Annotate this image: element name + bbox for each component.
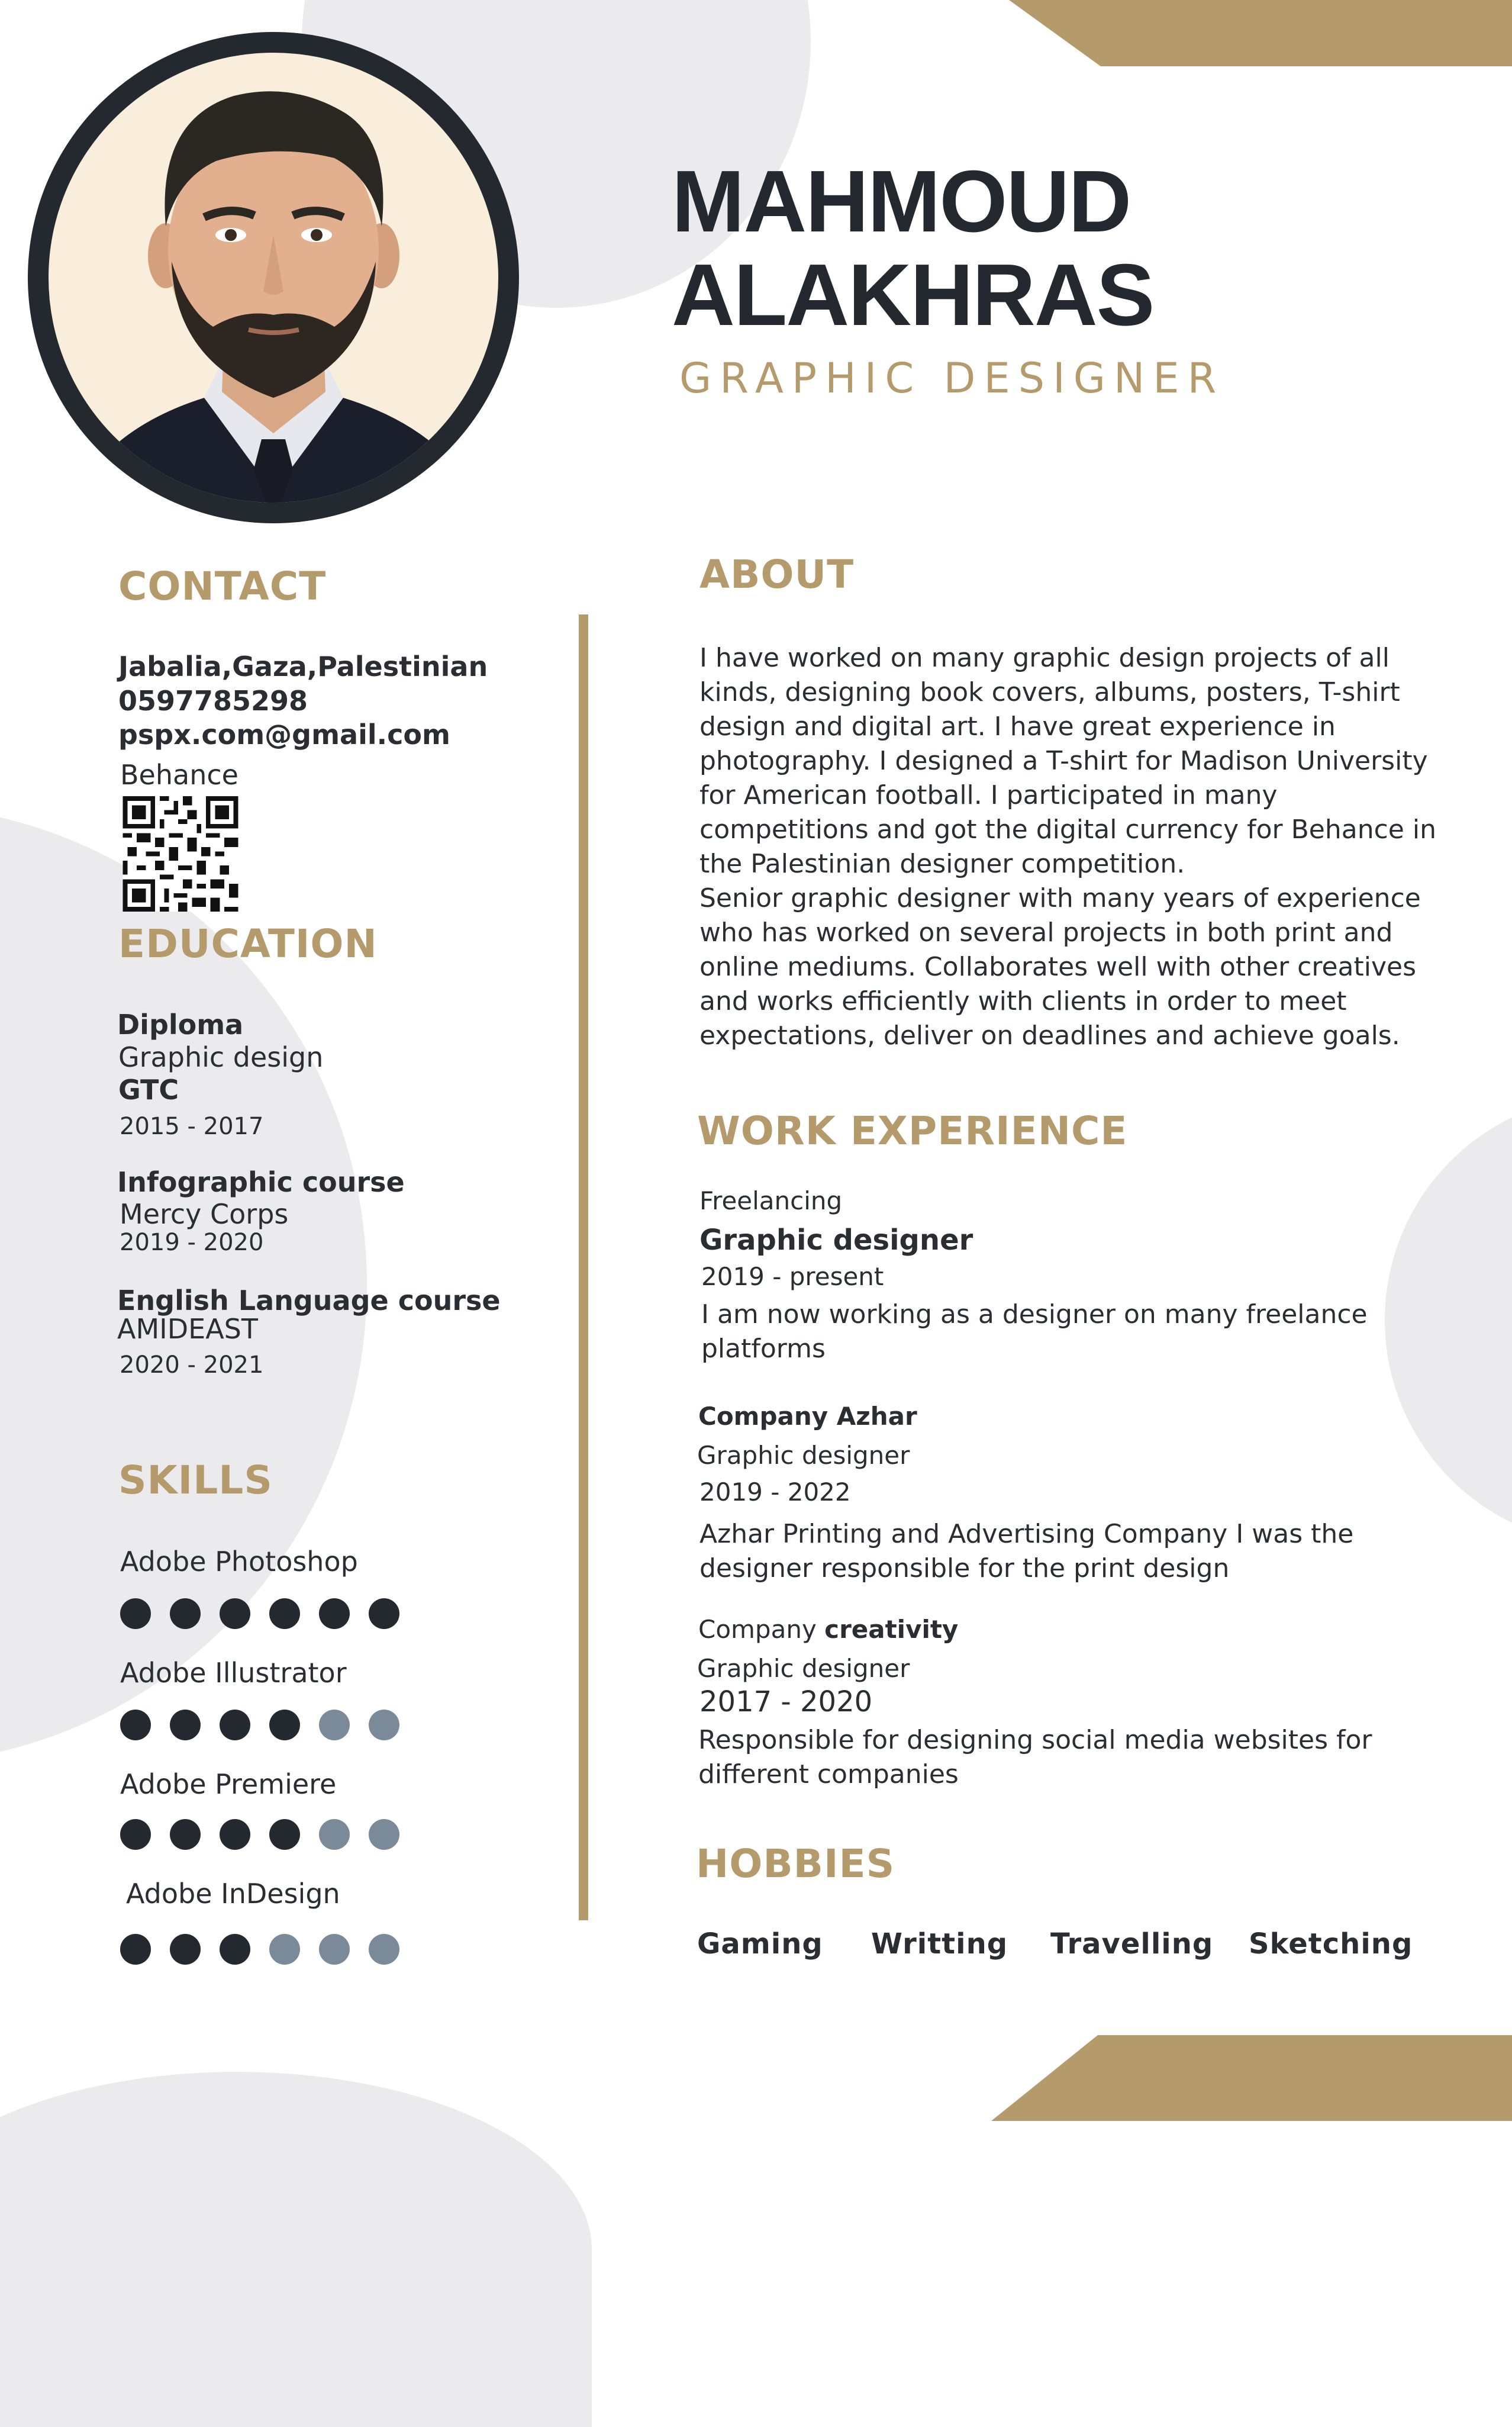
skill-1-name: Adobe Photoshop: [120, 1546, 358, 1578]
job-title: GRAPHIC DESIGNER: [679, 354, 1225, 403]
skill-dot-empty: [369, 1819, 399, 1850]
about-line: photography. I designed a T-shirt for Madison University: [699, 746, 1428, 776]
bg-circle-right: [1385, 1095, 1512, 1545]
skill-dot-filled: [319, 1598, 350, 1629]
hobbies-heading: HOBBIES: [696, 1841, 895, 1887]
skill-dot-filled: [170, 1819, 201, 1850]
about-text: [699, 641, 1445, 1053]
work-3-desc-2: different companies: [698, 1759, 959, 1789]
education-3-institution: AMIDEAST: [117, 1313, 258, 1345]
skill-4-name: Adobe InDesign: [126, 1878, 340, 1910]
about-line: competitions and got the digital currency for Behance in: [699, 815, 1436, 845]
education-3-years: 2020 - 2021: [120, 1351, 264, 1379]
contact-heading: CONTACT: [118, 564, 327, 609]
skill-dot-empty: [369, 1710, 399, 1740]
contact-phone: 0597785298: [118, 685, 308, 717]
work-1-years: 2019 - present: [701, 1262, 884, 1291]
skill-dot-filled: [120, 1934, 151, 1965]
skill-dot-filled: [220, 1934, 250, 1965]
education-2-title: Infographic course: [117, 1166, 405, 1198]
about-line: design and digital art. I have great experience in: [699, 712, 1336, 742]
skill-dot-filled: [269, 1598, 300, 1629]
work-2-desc-2: designer responsible for the print design: [699, 1553, 1230, 1583]
skill-dot-empty: [269, 1934, 300, 1965]
skill-dot-empty: [319, 1710, 350, 1740]
hobby-writting: Writting: [871, 1927, 1008, 1961]
skills-heading: SKILLS: [118, 1457, 273, 1503]
skill-1-rating: [120, 1598, 416, 1634]
last-name: ALAKHRAS: [672, 246, 1154, 344]
skill-2-name: Adobe Illustrator: [120, 1657, 347, 1689]
skill-dot-filled: [220, 1819, 250, 1850]
education-2-years: 2019 - 2020: [120, 1229, 264, 1256]
column-divider: [579, 614, 588, 1920]
hobby-sketching: Sketching: [1249, 1927, 1413, 1961]
about-line: online mediums. Collaborates well with other creatives: [699, 952, 1417, 982]
education-heading: EDUCATION: [118, 921, 378, 967]
about-line: kinds, designing book covers, albums, posters, T-shirt: [699, 677, 1400, 707]
work-1-role: Graphic designer: [699, 1224, 973, 1257]
hobby-travelling: Travelling: [1050, 1927, 1214, 1961]
contact-location: Jabalia,Gaza,Palestinian: [118, 651, 488, 683]
work-3-company-name: creativity: [824, 1615, 959, 1644]
behance-qr-code[interactable]: [121, 796, 240, 912]
skill-dot-filled: [220, 1598, 250, 1629]
about-line: who has worked on several projects in both print and: [699, 918, 1393, 948]
about-line: Senior graphic designer with many years of experience: [699, 883, 1421, 913]
work-1-company: Freelancing: [699, 1186, 843, 1215]
education-1-institution: GTC: [118, 1074, 179, 1106]
skill-dot-filled: [170, 1710, 201, 1740]
about-line: I have worked on many graphic design projects of all: [699, 643, 1390, 673]
bottom-gold-band: [0, 2024, 1512, 2121]
work-1-desc-1: I am now working as a designer on many freelance: [701, 1299, 1368, 1330]
work-heading: WORK EXPERIENCE: [697, 1108, 1128, 1154]
skill-dot-filled: [120, 1819, 151, 1850]
skill-dot-filled: [269, 1819, 300, 1850]
skill-3-rating: [120, 1819, 416, 1855]
skill-dot-empty: [319, 1934, 350, 1965]
work-3-years: 2017 - 2020: [699, 1685, 873, 1718]
work-2-years: 2019 - 2022: [699, 1478, 851, 1507]
skill-dot-filled: [120, 1598, 151, 1629]
skill-dot-filled: [170, 1598, 201, 1629]
education-1-title: Diploma: [117, 1009, 244, 1041]
skill-3-name: Adobe Premiere: [120, 1768, 337, 1800]
skill-dot-filled: [269, 1710, 300, 1740]
skill-2-rating: [120, 1710, 416, 1745]
bg-circle-bottom: [0, 2072, 592, 2427]
skill-dot-filled: [369, 1598, 399, 1629]
work-2-company: Company Azhar: [698, 1402, 917, 1431]
work-1-desc-2: platforms: [701, 1334, 826, 1364]
work-3-company: [698, 1612, 958, 1647]
work-2-role: Graphic designer: [697, 1441, 910, 1470]
first-name: MAHMOUD: [672, 153, 1131, 250]
about-heading: ABOUT: [699, 552, 855, 597]
contact-email[interactable]: pspx.com@gmail.com: [118, 719, 450, 751]
hobby-gaming: Gaming: [697, 1927, 823, 1961]
about-line: expectations, deliver on deadlines and achieve goals.: [699, 1021, 1400, 1051]
education-1-years: 2015 - 2017: [120, 1113, 264, 1140]
about-line: the Palestinian designer competition.: [699, 849, 1185, 879]
about-line: for American football. I participated in many: [699, 780, 1278, 810]
skill-dot-filled: [170, 1934, 201, 1965]
profile-photo: [27, 31, 521, 525]
work-3-role: Graphic designer: [697, 1654, 910, 1683]
skill-dot-filled: [220, 1710, 250, 1740]
work-3-desc-1: Responsible for designing social media websites for: [698, 1725, 1372, 1755]
work-2-desc-1: Azhar Printing and Advertising Company I was the: [699, 1519, 1354, 1549]
education-2-institution: Mercy Corps: [120, 1198, 289, 1230]
skill-dot-filled: [120, 1710, 151, 1740]
skill-dot-empty: [369, 1934, 399, 1965]
work-3-company-prefix: Company: [698, 1615, 817, 1644]
skill-4-rating: [120, 1934, 416, 1969]
education-3-title: English Language course: [117, 1285, 501, 1316]
about-line: and works efficiently with clients in order to meet: [699, 986, 1347, 1016]
behance-label[interactable]: Behance: [120, 759, 238, 791]
skill-dot-empty: [319, 1819, 350, 1850]
education-1-field: Graphic design: [118, 1041, 324, 1073]
